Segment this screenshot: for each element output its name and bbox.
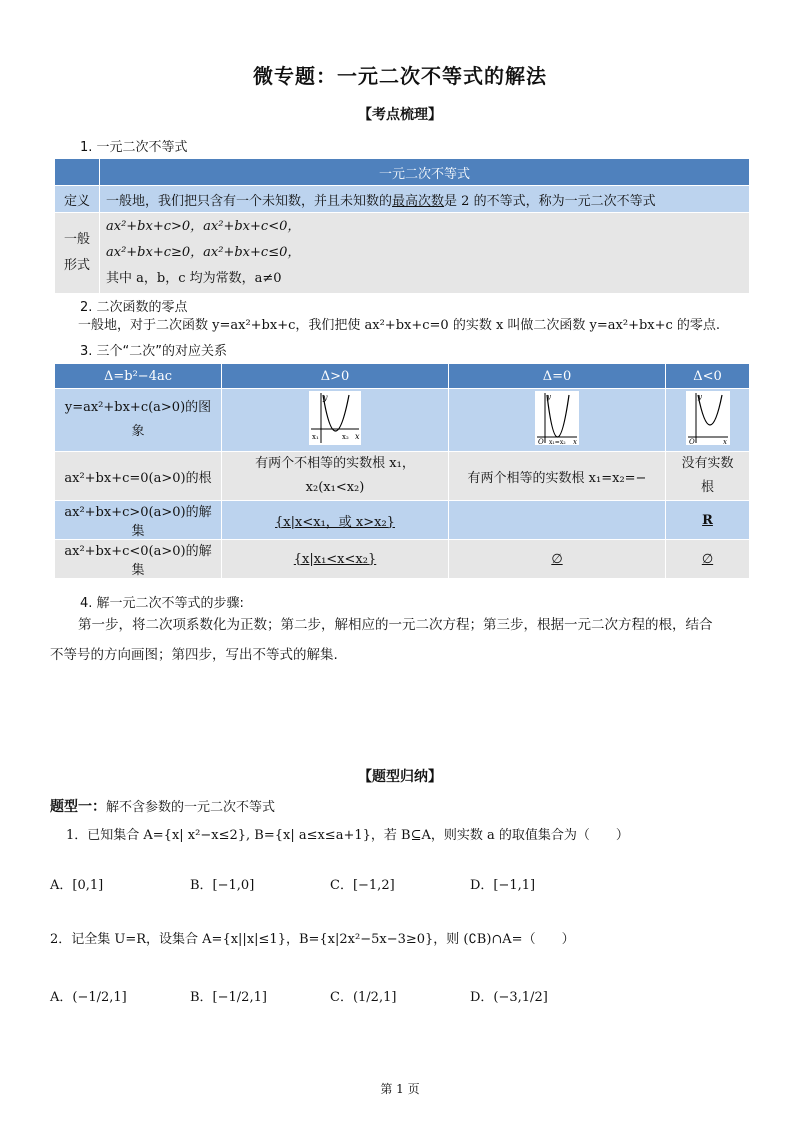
question-2: 2．记全集 U=R，设集合 A={x||x|≤1}，B={x|2x²−5x−3≥0}，则 (∁B)∩A=（ ）	[50, 932, 575, 947]
table1-header: 一元二次不等式	[100, 159, 750, 186]
item1-heading: 1. 一元二次不等式	[80, 140, 188, 155]
q2-option-a[interactable]: A．(−1/2,1]	[50, 990, 127, 1005]
table1-corner	[55, 159, 100, 186]
q1-option-c[interactable]: C．[−1,2]	[330, 878, 395, 893]
table-quadratic-inequality	[54, 158, 750, 294]
svg-text:y: y	[697, 393, 702, 401]
q1-option-a[interactable]: A．[0,1]	[50, 878, 104, 893]
svg-text:x: x	[355, 432, 360, 441]
parabola-one-root-graph	[535, 391, 579, 445]
t2-graph-two-roots	[222, 389, 449, 452]
svg-text:O: O	[538, 438, 544, 445]
svg-text:x: x	[573, 438, 577, 445]
t2-r3-c2	[449, 501, 666, 540]
table1-form-text: ax²+bx+c>0，ax²+bx+c<0， ax²+bx+c≥0，ax²+bx+c≤0， 其中 a，b，c 均为常数，a≠0	[100, 213, 750, 294]
t2-h2: Δ=0	[449, 364, 666, 389]
parabola-two-roots-graph	[309, 391, 361, 445]
item4-heading: 4. 解一元二次不等式的步骤:	[80, 596, 244, 611]
type1-heading: 题型一：解不含参数的一元二次不等式	[50, 799, 276, 815]
svg-text:y: y	[547, 393, 551, 401]
t2-r3-label: ax²+bx+c>0(a>0)的解集	[55, 501, 222, 540]
q1-option-d[interactable]: D．[−1,1]	[470, 878, 536, 893]
t2-r2-c2: 有两个相等的实数根 x₁=x₂=−	[449, 452, 666, 501]
t2-h3: Δ<0	[666, 364, 750, 389]
t2-r4-c1: {x|x₁<x<x₂}	[222, 540, 449, 579]
item4-line1: 第一步，将二次项系数化为正数；第二步，解相应的一元二次方程；第三步，根据一元二次方程的根，结合	[78, 617, 713, 633]
t2-r2-label: ax²+bx+c=0(a>0)的根	[55, 452, 222, 501]
item3-heading: 3. 三个“二次”的对应关系	[80, 344, 228, 359]
q2-option-c[interactable]: C．(1/2,1]	[330, 990, 397, 1005]
item4-line2: 不等号的方向画图；第四步，写出不等式的解集.	[50, 647, 338, 663]
table-three-quadratics	[54, 363, 750, 579]
svg-text:x₁=x₂: x₁=x₂	[549, 439, 566, 445]
svg-text:y: y	[323, 393, 328, 402]
item2-heading: 2. 二次函数的零点	[80, 300, 188, 315]
t2-h1: Δ>0	[222, 364, 449, 389]
page-title: 微专题：一元二次不等式的解法	[253, 64, 547, 88]
t2-graph-no-root	[666, 389, 750, 452]
q1-option-b[interactable]: B．[−1,0]	[190, 878, 255, 893]
t2-r4-label: ax²+bx+c<0(a>0)的解集	[55, 540, 222, 579]
section-heading-review: 【考点梳理】	[358, 107, 442, 123]
t2-graph-one-root	[449, 389, 666, 452]
table1-form-label: 一般 形式	[55, 213, 100, 294]
table1-def-text: 一般地，我们把只含有一个未知数，并且未知数的最高次数是 2 的不等式，称为一元二次不等式	[100, 186, 750, 213]
item2-text: 一般地，对于二次函数 y=ax²+bx+c，我们把使 ax²+bx+c=0 的实数 x 叫做二次函数 y=ax²+bx+c 的零点.	[78, 318, 721, 333]
svg-text:O: O	[688, 438, 695, 445]
t2-r2-c3: 没有实数 根	[666, 452, 750, 501]
t2-r4-c3: ∅	[666, 540, 750, 579]
svg-text:x₁: x₁	[312, 433, 319, 441]
t2-h0: Δ=b²−4ac	[55, 364, 222, 389]
t2-r3-c3: R	[666, 501, 750, 540]
q2-option-b[interactable]: B．[−1/2,1]	[190, 990, 267, 1005]
svg-text:x₂: x₂	[342, 433, 349, 441]
table1-def-label: 定义	[55, 186, 100, 213]
t2-r3-c1: {x|x<x₁，或 x>x₂}	[222, 501, 449, 540]
section-heading-types: 【题型归纳】	[358, 769, 442, 785]
t2-r1-label: y=ax²+bx+c(a>0)的图 象	[55, 389, 222, 452]
page-number: 第 1 页	[380, 1082, 420, 1096]
question-1: 1．已知集合 A={x| x²−x≤2}, B={x| a≤x≤a+1}，若 B⊆A，则实数 a 的取值集合为（ ）	[66, 828, 629, 843]
parabola-no-root-graph	[686, 391, 730, 445]
t2-r2-c1: 有两个不相等的实数根 x₁， x₂(x₁<x₂)	[222, 452, 449, 501]
svg-text:x: x	[722, 438, 727, 445]
q2-option-d[interactable]: D．(−3,1/2]	[470, 990, 548, 1005]
t2-r4-c2: ∅	[449, 540, 666, 579]
